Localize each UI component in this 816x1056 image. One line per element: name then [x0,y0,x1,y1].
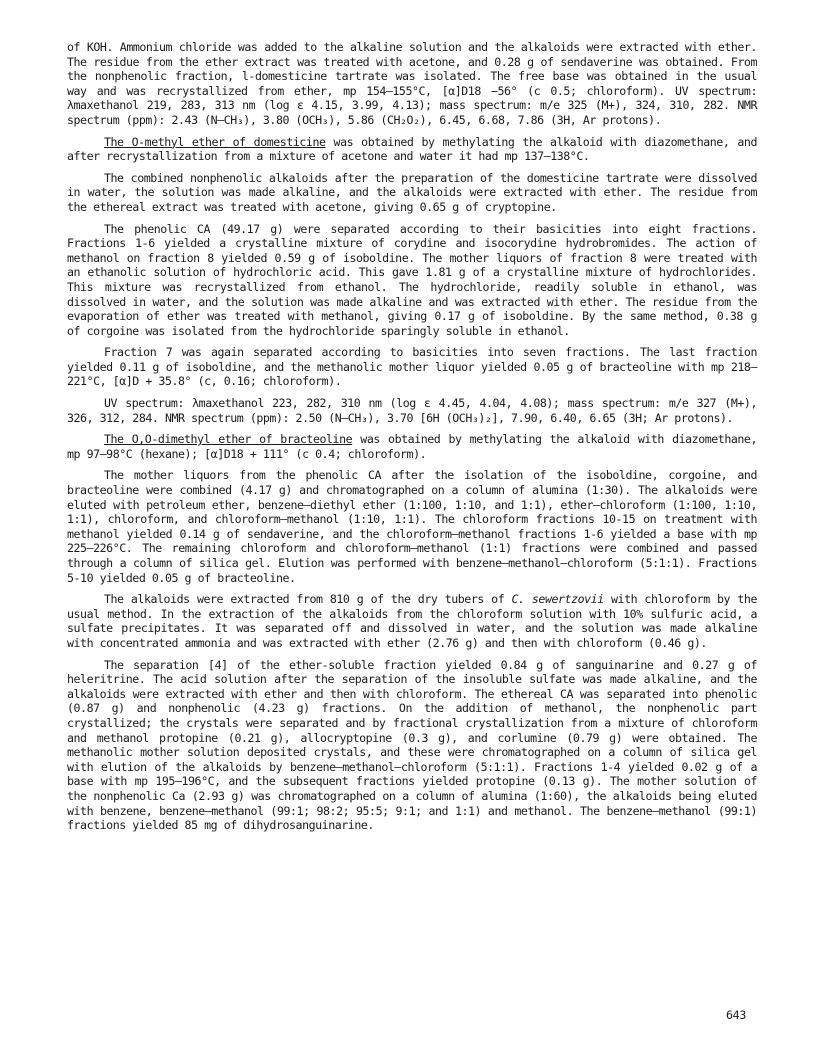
paragraph-text: The mother liquors from the phenolic CA after the isolation of the isoboldine, corgoine, and bracteoline were combined (4.17 g) and chromatographed on a column of alumina (1:30). The alkaloids were eluted with petroleum ether, benzene–diethyl ether (1:100, 1:10, and 1:1), ether–chloroform (1:100, 1:10, 1:1), chloroform, and chloroform–methanol (1:10, 1:1). The chloroform fractions 10-15 on treatment with methanol yielded 0.14 g of sendaverine, and the chloroform–methanol fractions 1-6 yielded a base with mp 225–226°C. The remaining chloroform and chloroform–methanol (1:1) fractions were combined and passed through a column of silica gel. Elution was performed with benzene–methanol–chloroform (5:1:1). Fractions 5-10 yielded 0.05 g of bracteoline. [67,468,757,585]
italic-species-name: C. sewertzovii [511,592,604,607]
paragraph-text: was obtained by methylating the alkaloid with diazomethane, mp 97–98°C (hexane); [α]D18 + 111° (c 0.4; chloroform). [67,432,757,461]
paragraph-p8 [67,468,757,585]
paragraph-p2 [67,135,757,164]
paragraph-p6 [67,396,757,425]
paragraph-text: of KOH. Ammonium chloride was added to the alkaline solution and the alkaloids were extracted with ether. The residue from the ether extract was treated with acetone, and 0.28 g of sendaverine was obtained. From the nonphenolic fraction, l-domesticine tartrate was isolated. The free base was obtained in the usual way and was recrystallized from ether, mp 154–155°C, [α]D18 −56° (c 0.5; chloroform). UV spectrum: λmaxethanol 219, 283, 313 nm (log ε 4.15, 3.99, 4.13); mass spectrum: m/e 325 (M+), 324, 310, 282. NMR spectrum (ppm): 2.43 (N–CH₃), 3.80 (OCH₃), 5.86 (CH₂O₂), 6.45, 6.68, 7.86 (3H, Ar protons). [67,40,757,127]
paragraph-text: Fraction 7 was again separated according to basicities into seven fractions. The last fraction yielded 0.11 g of isoboldine, and the methanolic mother liquor yielded 0.05 g of bracteoline with mp 218–221°C, [α]D + 35.8° (c, 0.16; chloroform). [67,345,757,389]
paragraph-text: was obtained by methylating the alkaloid with diazomethane, and after recrystallization from a mixture of acetone and water it had mp 137–138°C. [67,134,757,164]
paragraph-p7 [67,432,757,461]
paragraph-p5 [67,345,757,389]
paragraph-text: with chloroform by the usual method. In the extraction of the alkaloids from the chloroform solution with 10% sulfuric acid, a sulfate precipitates. It was separated off and dissolved in water, and the solution was made alkaline with concentrated ammonia and was extracted with ether (2.76 g) and then with chloroform (0.46 g). [67,592,757,650]
paragraph-text: UV spectrum: λmaxethanol 223, 282, 310 nm (log ε 4.45, 4.04, 4.08); mass spectrum: m/e 327 (M+), 326, 312, 284. NMR spectrum (ppm): 2.50 (N–CH₃), 3.70 [6H (OCH₃)₂], 7.90, 6.40, 6.65 (3H; Ar protons). [67,396,757,425]
paragraph-p9 [67,592,757,650]
paragraph-p10 [67,658,757,833]
paragraph-text: The phenolic CA (49.17 g) were separated according to their basicities into eight fractions. Fractions 1-6 yielded a crystalline mixture of corydine and isocorydine hydrobromides. The action of methanol on fraction 8 yielded 0.59 g of isoboldine. The mother liquors of fraction 8 were treated with an ethanolic solution of hydrochloric acid. This gave 1.81 g of a crystalline mixture of hydrochlorides. This mixture was recrystallized from ethanol. The hydrochloride, readily soluble in ethanol, was dissolved in water, and the solution was made alkaline and was extracted with ether. The residue from the evaporation of ether was treated with methanol, giving 0.17 g of isoboldine. By the same method, 0.38 g of corgoine was isolated from the hydrochloride sparingly soluble in ethanol. [67,221,757,338]
underlined-heading: The O,O-dimethyl ether of bracteoline [104,432,353,447]
paragraph-p1 [67,40,757,128]
paragraph-p3 [67,171,757,215]
paragraph-text: The separation [4] of the ether-soluble fraction yielded 0.84 g of sanguinarine and 0.27 g of heleritrine. The acid solution after the separation of the insoluble sulfate was made alkaline, and the alkaloids were extracted with ether and then with chloroform. The ethereal CA was separated into phenolic (0.87 g) and nonphenolic (4.23 g) fractions. On the addition of methanol, the nonphenolic part crystallized; the crystals were separated and by fractional crystallization from a mixture of chloroform and methanol protopine (0.21 g), allocryptopine (0.3 g), and corlumine (0.79 g) were obtained. The methanolic mother solution deposited crystals, and these were chromatographed on a column of silica gel with elution of the alkaloids by benzene–methanol–chloroform (5:1:1). Fractions 1-4 yielded 0.02 g of a base with mp 195–196°C, and the subsequent fractions yielded protopine (0.13 g). The mother solution of the nonphenolic Ca (2.93 g) was chromatographed on a column of alumina (1:60), the alkaloids being eluted with benzene, benzene–methanol (99:1; 98:2; 95:5; 9:1; and 1:1) and methanol. The benzene–methanol (99:1) fractions yielded 85 mg of dihydrosanguinarine. [67,657,757,833]
document-body [67,40,757,840]
page-number: 643 [725,1008,746,1022]
underlined-heading: The O-methyl ether of domesticine [104,134,326,149]
paragraph-text: The alkaloids were extracted from 810 g of the dry tubers of [104,592,512,607]
paragraph-p4 [67,222,757,339]
paragraph-text: The combined nonphenolic alkaloids after the preparation of the domesticine tartrate were dissolved in water, the solution was made alkaline, and the alkaloids were extracted with ether. The residue from the ethereal extract was treated with acetone, giving 0.65 g of cryptopine. [67,170,757,214]
